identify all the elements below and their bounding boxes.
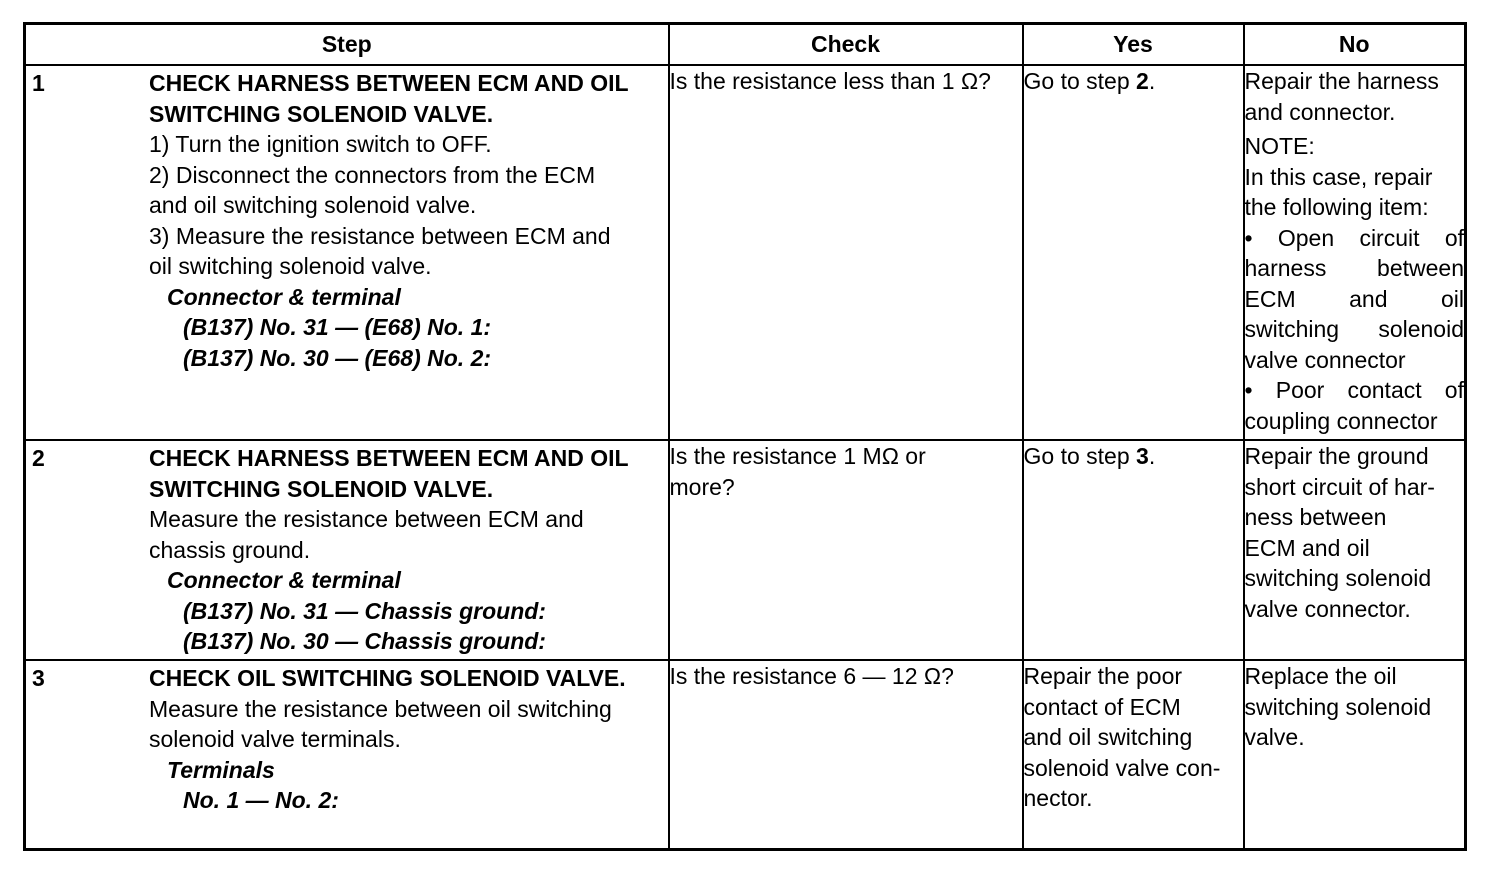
step-description [149,661,668,816]
no-line: ness between [1244,504,1387,530]
header-no: No [1244,24,1466,66]
table-row [25,660,1466,850]
terminals-label: Terminals [167,756,275,783]
step-number: 1 [32,70,45,96]
step-cell [25,65,669,440]
step-line: chassis ground. [149,536,311,563]
note-line: harness between [1244,255,1464,281]
step-line: solenoid valve terminals. [149,726,401,752]
check-cell [669,440,1023,660]
no-line: switching solenoid [1244,693,1432,720]
no-line: valve connector. [1244,595,1411,622]
terminal-spec: (B137) No. 31 — Chassis ground: [183,597,546,624]
note-line: • Poor contact of [1244,377,1464,403]
no-line: valve. [1244,724,1305,750]
step-line: oil switching solenoid valve. [149,253,432,279]
header-yes: Yes [1023,24,1244,66]
note-label: NOTE: [1244,133,1315,159]
step-line: 2) Disconnect the connectors from the ECM [149,161,596,188]
no-line: Repair the ground [1244,443,1429,469]
no-cell [1244,660,1466,850]
no-line: short circuit of har- [1244,473,1435,500]
yes-suffix: . [1148,443,1156,469]
check-cell [669,660,1023,850]
check-cell [669,65,1023,440]
step-line: 1) Turn the ignition switch to OFF. [149,131,492,157]
diagnostic-table [23,22,1467,851]
yes-prefix: Go to step [1023,443,1137,469]
terminal-spec: No. 1 — No. 2: [183,787,339,813]
step-description [149,66,668,373]
terminal-spec: (B137) No. 31 — (E68) No. 1: [183,314,492,340]
yes-line: nector. [1023,785,1093,811]
step-number: 3 [32,665,45,691]
step-cell [25,660,669,850]
step-cell [25,440,669,660]
check-line: more? [669,473,735,500]
note-line: ECM and oil [1244,285,1464,312]
no-line: and connector. [1244,98,1396,125]
step-line: Measure the resistance between oil switching [149,695,612,722]
note-line: • Open circuit of [1244,224,1464,251]
step-title: CHECK HARNESS BETWEEN ECM AND OIL [149,445,629,471]
no-cell [1244,65,1466,440]
yes-line: Repair the poor [1023,663,1183,689]
note-line: coupling connector [1244,407,1438,434]
step-title: SWITCHING SOLENOID VALVE. [149,100,494,127]
no-line: switching solenoid [1244,565,1432,591]
header-step: Step [25,24,669,66]
check-text: Is the resistance less than 1 Ω? [669,68,991,94]
step-title: CHECK OIL SWITCHING SOLENOID VALVE. [149,665,626,691]
step-line: 3) Measure the resistance between ECM and [149,222,611,249]
no-line: Repair the harness [1244,68,1439,94]
connector-label: Connector & terminal [167,283,401,310]
terminal-spec: (B137) No. 30 — (E68) No. 2: [183,344,492,371]
no-line: Replace the oil [1244,663,1397,689]
step-line: Measure the resistance between ECM and [149,506,584,532]
step-number: 2 [32,445,45,471]
no-line: ECM and oil [1244,534,1370,561]
yes-cell [1023,660,1244,850]
step-title: SWITCHING SOLENOID VALVE. [149,475,494,502]
note-line: In this case, repair [1244,163,1433,190]
yes-line: solenoid valve con- [1023,754,1221,781]
yes-line: and oil switching [1023,724,1193,750]
yes-prefix: Go to step [1023,68,1137,94]
note-line: the following item: [1244,194,1429,220]
header-row [25,24,1466,66]
step-line: and oil switching solenoid valve. [149,192,477,218]
note-line: switching solenoid [1244,316,1464,342]
yes-suffix: . [1148,68,1156,94]
yes-cell [1023,440,1244,660]
header-check: Check [669,24,1023,66]
yes-line: contact of ECM [1023,693,1181,720]
yes-step-number: 2 [1136,68,1149,94]
table-row [25,65,1466,440]
step-description [149,441,668,657]
connector-label: Connector & terminal [167,567,401,593]
note-line: valve connector [1244,346,1406,373]
step-title: CHECK HARNESS BETWEEN ECM AND OIL [149,70,629,96]
table-row [25,440,1466,660]
yes-step-number: 3 [1136,443,1149,469]
check-text: Is the resistance 6 — 12 Ω? [669,663,954,689]
no-cell [1244,440,1466,660]
check-line: Is the resistance 1 MΩ or [669,443,926,469]
yes-cell [1023,65,1244,440]
terminal-spec: (B137) No. 30 — Chassis ground: [183,628,546,654]
